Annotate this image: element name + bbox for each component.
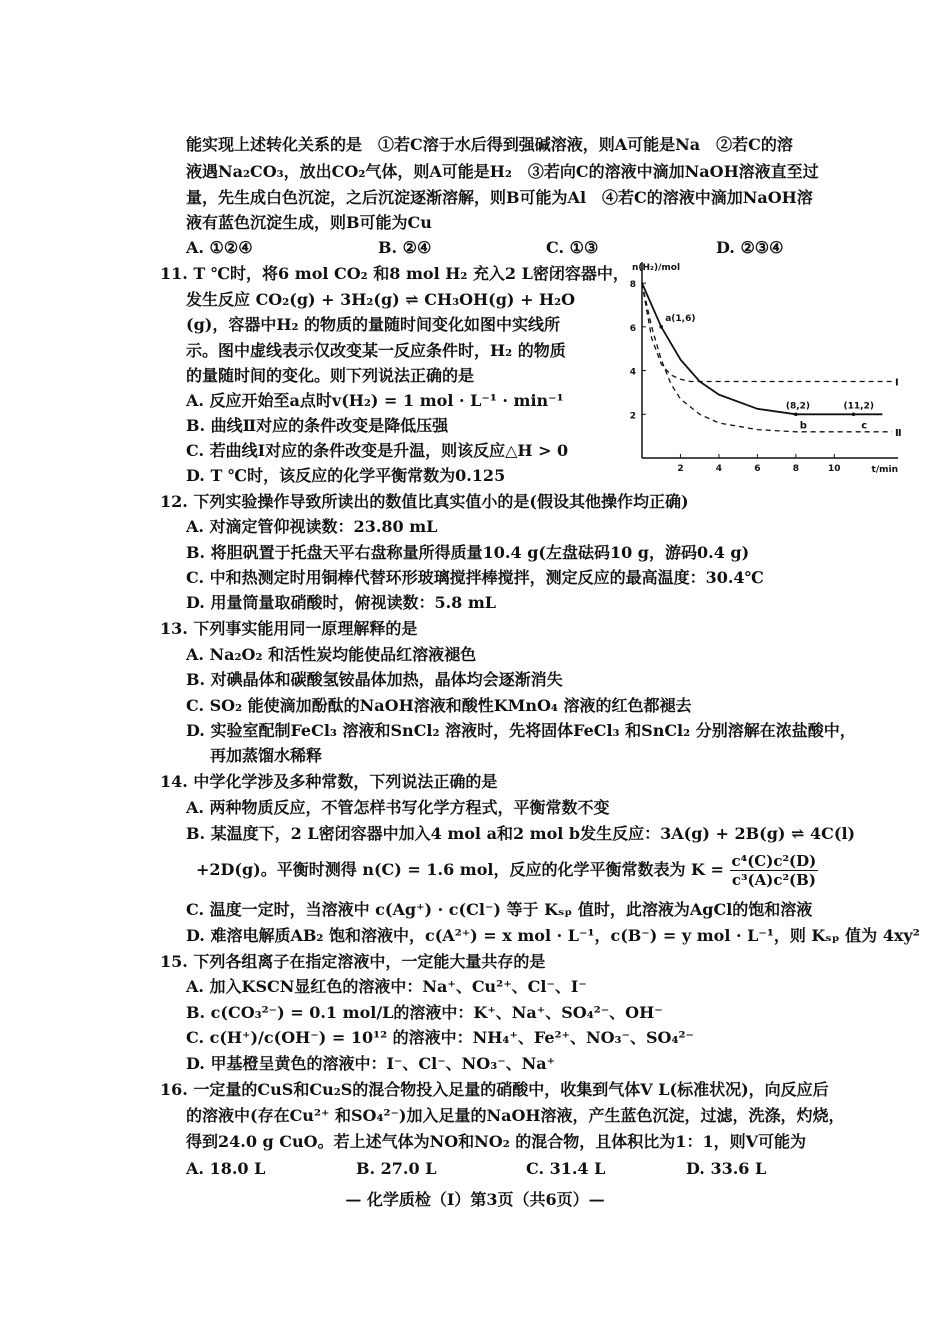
q13-stem: 13. 下列事实能用同一原理解释的是	[160, 619, 418, 638]
k-numerator: c⁴(C)c²(D)	[731, 852, 817, 870]
q13-option-d: D. 实验室配制FeCl₃ 溶液和SnCl₂ 溶液时，先将固体FeCl₃ 和SnCl₂ 分别溶解在浓盐酸中，	[186, 721, 856, 740]
q14-option-b-2-text: +2D(g)。平衡时测得 n(C) = 1.6 mol，反应的化学平衡常数表为 K =	[196, 860, 724, 879]
x-tick-label: 4	[715, 464, 723, 474]
q16-line-3: 得到24.0 g CuO。若上述气体为NO和NO₂ 的混合物，且体积比为1：1，则V可能为	[186, 1132, 806, 1151]
q11-line-4: 示。图中虚线表示仅改变某一反应条件时，H₂ 的物质	[186, 341, 566, 360]
q11-option-b: B. 曲线Ⅱ对应的条件改变是降低压强	[186, 416, 449, 435]
y-tick-label: 2	[629, 411, 636, 422]
q12-option-a: A. 对滴定管仰视读数：23.80 mL	[186, 517, 438, 536]
y-tick-label: 8	[629, 280, 636, 291]
q14-option-b-2	[196, 848, 818, 892]
q11-line-5: 的量随时间的变化。则下列说法正确的是	[186, 366, 475, 385]
q14-option-a: A. 两种物质反应，不管怎样书写化学方程式，平衡常数不变	[186, 798, 610, 817]
curve-label: Ⅱ	[895, 427, 902, 439]
q15-stem: 15. 下列各组离子在指定溶液中，一定能大量共存的是	[160, 952, 546, 971]
q12-stem: 12. 下列实验操作导致所读出的数值比真实值小的是(假设其他操作均正确)	[160, 492, 689, 511]
point-label: a(1,6)	[665, 313, 696, 324]
q15-option-d: D. 甲基橙呈黄色的溶液中：I⁻、Cl⁻、NO₃⁻、Na⁺	[186, 1054, 556, 1073]
x-tick-label: 10	[828, 464, 841, 474]
q11-option-a: A. 反应开始至a点时v(H₂) = 1 mol · L⁻¹ · min⁻¹	[186, 391, 564, 410]
q11-line-1: 11. T ℃时，将6 mol CO₂ 和8 mol H₂ 充入2 L密闭容器中，	[160, 264, 629, 283]
q11-option-d: D. T ℃时，该反应的化学平衡常数为0.125	[186, 466, 506, 485]
intro-line-4: 液有蓝色沉淀生成，则B可能为Cu	[186, 213, 432, 232]
q11-option-c: C. 若曲线Ⅰ对应的条件改变是升温，则该反应△H > 0	[186, 441, 569, 460]
x-tick-label: 6	[754, 464, 761, 474]
intro-line-1: 能实现上述转化关系的是 ①若C溶于水后得到强碱溶液，则A可能是Na ②若C的溶	[186, 135, 793, 154]
data-point	[659, 325, 663, 329]
data-point	[852, 412, 856, 416]
series-line-2	[642, 283, 892, 381]
curve-label: c	[861, 420, 868, 432]
intro-line-3: 量，先生成白色沉淀，之后沉淀逐渐溶解，则B可能为Al ④若C的溶液中滴加NaOH溶	[186, 188, 813, 207]
intro-line-2: 液遇Na₂CO₃，放出CO₂气体，则A可能是H₂ ③若向C的溶液中滴加NaOH溶液直至过	[186, 162, 819, 181]
point-label: (8,2)	[785, 401, 811, 412]
q11-line-2: 发生反应 CO₂(g) + 3H₂(g) ⇌ CH₃OH(g) + H₂O	[186, 290, 576, 309]
x-tick-label: 8	[792, 464, 799, 474]
point-label: (11,2)	[843, 401, 874, 412]
curve-label: b	[799, 420, 807, 432]
page-footer: — 化学质检（Ⅰ）第3页（共6页）—	[345, 1190, 605, 1209]
q16-line-2: 的溶液中(存在Cu²⁺ 和SO₄²⁻)加入足量的NaOH溶液，产生蓝色沉淀，过滤，洗涤，灼烧，	[186, 1106, 845, 1125]
q13-option-b: B. 对碘晶体和碳酸氢铵晶体加热，晶体均会逐渐消失	[186, 670, 563, 689]
h2-amount-chart	[620, 258, 910, 480]
option-c: C. 31.4 L	[526, 1159, 606, 1178]
q16-line-1: 16. 一定量的CuS和Cu₂S的混合物投入足量的硝酸中，收集到气体V L(标准状况)，向反应后	[160, 1080, 829, 1099]
option-d: D. 33.6 L	[686, 1159, 767, 1178]
k-expression	[730, 852, 819, 889]
q15-option-a: A. 加入KSCN显红色的溶液中：Na⁺、Cu²⁺、Cl⁻、I⁻	[186, 977, 587, 996]
option-d: D. ②③④	[716, 238, 784, 257]
option-b: B. ②④	[378, 238, 432, 257]
q13-option-d-cont: 再加蒸馏水稀释	[210, 746, 323, 765]
x-axis-label: t/min	[871, 465, 898, 475]
y-tick-label: 4	[629, 367, 636, 378]
q13-option-a: A. Na₂O₂ 和活性炭均能使品红溶液褪色	[186, 645, 477, 664]
q12-option-c: C. 中和热测定时用铜棒代替环形玻璃搅拌棒搅拌，测定反应的最高温度：30.4℃	[186, 568, 764, 587]
q12-option-d: D. 用量筒量取硝酸时，俯视读数：5.8 mL	[186, 593, 497, 612]
option-b: B. 27.0 L	[356, 1159, 437, 1178]
q14-option-d: D. 难溶电解质AB₂ 饱和溶液中，c(A²⁺) = x mol · L⁻¹，c(B⁻) = y mol · L⁻¹，则 Kₛₚ 值为 4xy²	[186, 926, 920, 945]
q14-stem: 14. 中学化学涉及多种常数，下列说法正确的是	[160, 772, 498, 791]
option-c: C. ①③	[546, 238, 599, 257]
k-denominator: c³(A)c²(B)	[731, 871, 816, 889]
q15-option-c: C. c(H⁺)/c(OH⁻) = 10¹² 的溶液中：NH₄⁺、Fe²⁺、NO₃⁻、SO₄²⁻	[186, 1028, 694, 1047]
q12-option-b: B. 将胆矾置于托盘天平右盘称量所得质量10.4 g(左盘砝码10 g，游码0.4 g)	[186, 543, 750, 562]
curve-label: Ⅰ	[895, 377, 899, 389]
q14-option-b-1: B. 某温度下，2 L密闭容器中加入4 mol a和2 mol b发生反应：3A(g) + 2B(g) ⇌ 4C(l)	[186, 824, 856, 843]
x-tick-label: 2	[677, 464, 684, 474]
option-a: A. 18.0 L	[186, 1159, 266, 1178]
q11-line-3: (g)，容器中H₂ 的物质的量随时间变化如图中实线所	[186, 315, 561, 334]
data-point	[794, 412, 798, 416]
q15-option-b: B. c(CO₃²⁻) = 0.1 mol/L的溶液中：K⁺、Na⁺、SO₄²⁻、OH⁻	[186, 1003, 663, 1022]
q14-option-c: C. 温度一定时，当溶液中 c(Ag⁺) · c(Cl⁻) 等于 Kₛₚ 值时，此溶液为AgCl的饱和溶液	[186, 900, 813, 919]
y-tick-label: 6	[629, 323, 636, 334]
q13-option-c: C. SO₂ 能使滴加酚酞的NaOH溶液和酸性KMnO₄ 溶液的红色都褪去	[186, 696, 692, 715]
y-axis-label: n(H₂)/mol	[632, 263, 681, 273]
option-a: A. ①②④	[186, 238, 253, 257]
